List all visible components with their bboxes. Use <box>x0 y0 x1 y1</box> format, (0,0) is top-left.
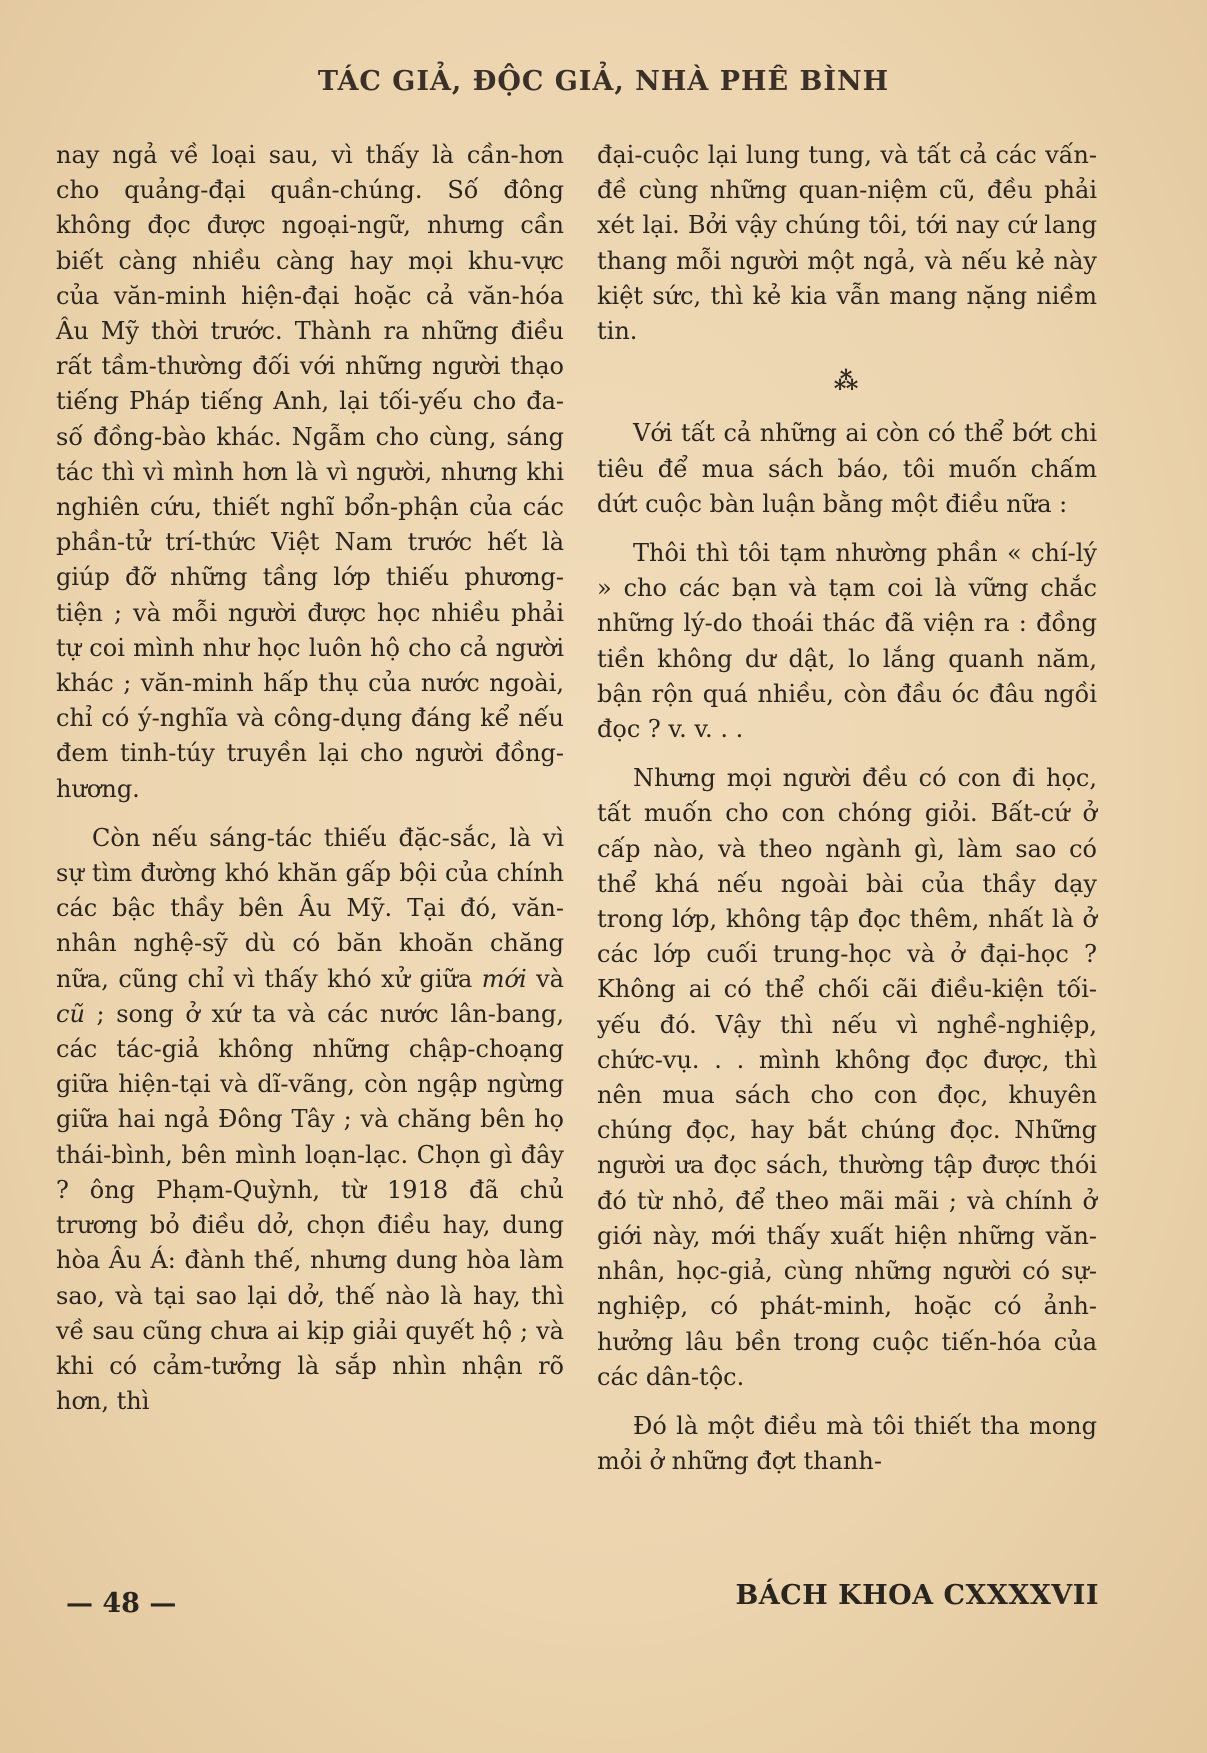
magazine-issue: BÁCH KHOA CXXXXVII <box>735 1580 1099 1611</box>
left-paragraph-2-part-b: ; song ở xứ ta và các nước lân-bang, các tác-giả không những chập-choạng giữa hiện-tại và dĩ-vãng, còn ngập ngừng giữa hai ngả Đông Tây ; và chăng bên họ thái-bình, bên mình loạn-lạc. Chọn gì đây ? ông Phạm-Quỳnh, từ 1918 đã chủ trương bỏ điều dở, chọn điều hay, dung hòa Âu Á: đành thế, nhưng dung hòa làm sao, và tại sao lại dở, thế nào là hay, thì về sau cũng chưa ai kịp giải quyết hộ ; và khi có cảm-tưởng là sắp nhìn nhận rõ hơn, thì <box>56 999 564 1416</box>
running-header: TÁC GIẢ, ĐỘC GIẢ, NHÀ PHÊ BÌNH <box>317 66 890 97</box>
section-separator: ⁂ <box>833 366 861 396</box>
right-paragraph-5: Đó là một điều mà tôi thiết tha mong mỏi ở những đợt thanh- <box>597 1411 1097 1476</box>
left-paragraph-2-part-a: Còn nếu sáng-tác thiếu đặc-sắc, là vì sự tìm đường khó khăn gấp bội của chính các bậc thầy bên Âu Mỹ. Tại đó, văn-nhân nghệ-sỹ dù có băn khoăn chăng nữa, cũng chỉ vì thấy khó xử giữa <box>56 823 564 993</box>
left-column <box>56 138 564 1433</box>
left-paragraph-1: nay ngả về loại sau, vì thấy là cần-hơn cho quảng-đại quần-chúng. Số đông không đọc được ngoại-ngữ, nhưng cần biết càng nhiều càng hay mọi khu-vực của văn-minh hiện-đại hoặc cả văn-hóa Âu Mỹ thời trước. Thành ra những điều rất tầm-thường đối với những người thạo tiếng Pháp tiếng Anh, lại tối-yếu cho đa-số đồng-bào khác. Ngẫm cho cùng, sáng tác thì vì mình hơn là vì người, nhưng khi nghiên cứu, thiết nghĩ bổn-phận của các phần-tử trí-thức Việt Nam trước hết là giúp đỡ những tầng lớp thiếu phương-tiện ; và mỗi người được học nhiều phải tự coi mình như học luôn hộ cho cả người khác ; văn-minh hấp thụ của nước ngoài, chỉ có ý-nghĩa và công-dụng đáng kể nếu đem tinh-túy truyền lại cho người đồng-hương. <box>56 141 564 803</box>
left-paragraph-2-conj: và <box>526 964 564 993</box>
page-number: — 48 — <box>66 1588 177 1619</box>
italic-word-cu: cũ <box>56 999 85 1028</box>
right-column <box>597 138 1097 1493</box>
right-paragraph-3: Thôi thì tôi tạm nhường phần « chí-lý » cho các bạn và tạm coi là vững chắc những lý-do thoái thác đã viện ra : đồng tiền không dư dật, lo lắng quanh năm, bận rộn quá nhiều, còn đầu óc đâu ngồi đọc ? v. v. . . <box>597 539 1097 744</box>
right-paragraph-4: Nhưng mọi người đều có con đi học, tất muốn cho con chóng giỏi. Bất-cứ ở cấp nào, và theo ngành gì, làm sao có thể khá nếu ngoài bài của thầy dạy trong lớp, không tập đọc thêm, nhất là ở các lớp cuối trung-học và ở đại-học ? Không ai có thể chối cãi điều-kiện tối-yếu đó. Vậy thì nếu vì nghề-nghiệp, chức-vụ. . . mình không đọc được, thì nên mua sách cho con đọc, khuyên chúng đọc, hay bắt chúng đọc. Những người ưa đọc sách, thường tập được thói đó từ nhỏ, để theo mãi mãi ; và chính ở giới này, mới thấy xuất hiện những văn-nhân, học-giả, cùng những người có sự-nghiệp, có phát-minh, hoặc có ảnh-hưởng lâu bền trong cuộc tiến-hóa của các dân-tộc. <box>597 764 1097 1391</box>
right-paragraph-2: Với tất cả những ai còn có thể bớt chi tiêu để mua sách báo, tôi muốn chấm dứt cuộc bàn luận bằng một điều nữa : <box>597 419 1097 518</box>
right-paragraph-1: đại-cuộc lại lung tung, và tất cả các vấn-đề cùng những quan-niệm cũ, đều phải xét lại. Bởi vậy chúng tôi, tới nay cứ lang thang mỗi người một ngả, và nếu kẻ này kiệt sức, thì kẻ kia vẫn mang nặng niềm tin. <box>597 141 1097 346</box>
italic-word-moi: mới <box>481 964 527 993</box>
left-paragraph-2 <box>56 821 564 1419</box>
